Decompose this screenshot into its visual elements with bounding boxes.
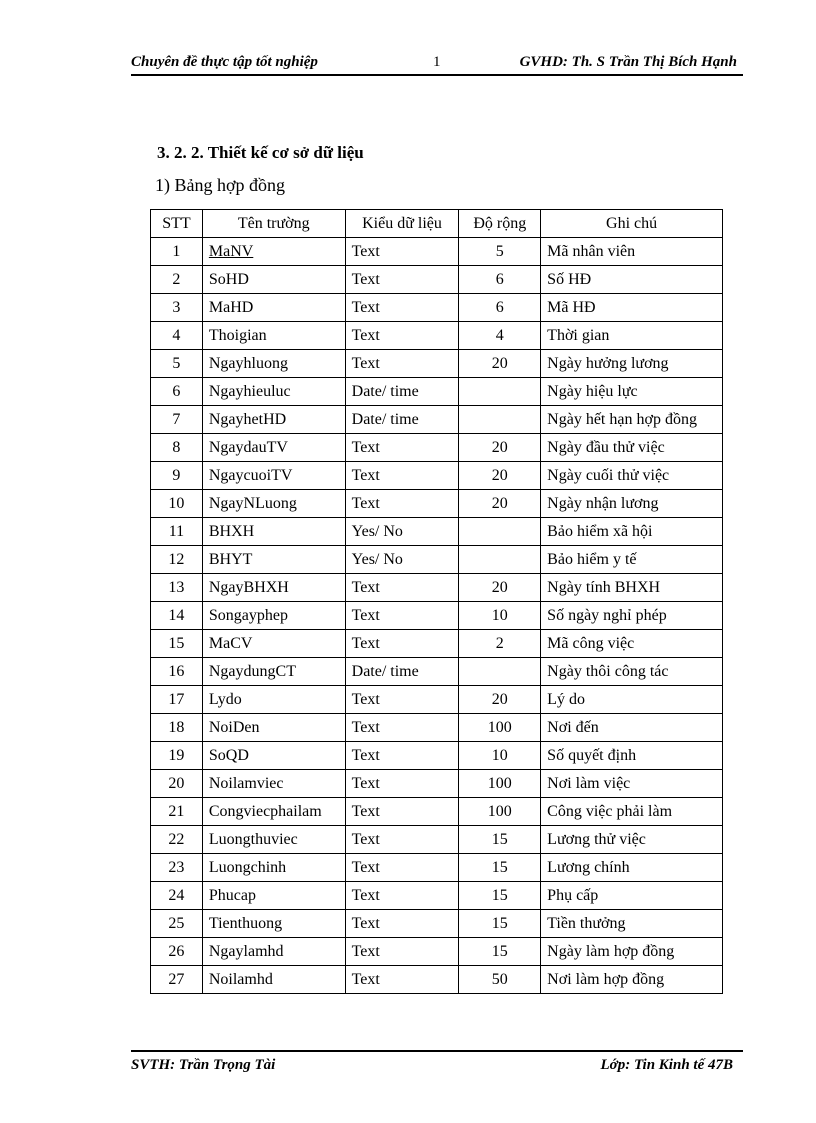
cell-data-type: Date/ time	[345, 658, 459, 686]
cell-width: 5	[459, 238, 541, 266]
cell-width: 100	[459, 770, 541, 798]
column-header-data-type: Kiểu dữ liệu	[345, 210, 459, 238]
cell-note: Mã công việc	[541, 630, 723, 658]
table-row	[151, 602, 723, 630]
cell-stt: 3	[151, 294, 203, 322]
table-row	[151, 630, 723, 658]
cell-width: 15	[459, 826, 541, 854]
cell-data-type: Text	[345, 686, 459, 714]
cell-note: Ngày hết hạn hợp đồng	[541, 406, 723, 434]
cell-width: 100	[459, 798, 541, 826]
cell-field-name: BHXH	[202, 518, 345, 546]
cell-note: Tiền thưởng	[541, 910, 723, 938]
cell-data-type: Text	[345, 630, 459, 658]
cell-stt: 14	[151, 602, 203, 630]
cell-note: Ngày đầu thử việc	[541, 434, 723, 462]
contract-table	[150, 209, 723, 994]
cell-field-name: Ngayhluong	[202, 350, 345, 378]
cell-stt: 1	[151, 238, 203, 266]
cell-field-name: Songayphep	[202, 602, 345, 630]
cell-note: Ngày làm hợp đồng	[541, 938, 723, 966]
cell-stt: 27	[151, 966, 203, 994]
cell-note: Bảo hiểm xã hội	[541, 518, 723, 546]
cell-field-name: NgayNLuong	[202, 490, 345, 518]
column-header-width: Độ rộng	[459, 210, 541, 238]
cell-field-name: Noilamviec	[202, 770, 345, 798]
cell-data-type: Text	[345, 798, 459, 826]
cell-note: Số HĐ	[541, 266, 723, 294]
cell-field-name: Luongchinh	[202, 854, 345, 882]
cell-note: Mã HĐ	[541, 294, 723, 322]
cell-stt: 12	[151, 546, 203, 574]
cell-width: 20	[459, 686, 541, 714]
table-row	[151, 714, 723, 742]
cell-note: Nơi làm việc	[541, 770, 723, 798]
cell-note: Ngày tính BHXH	[541, 574, 723, 602]
cell-field-name: Luongthuviec	[202, 826, 345, 854]
cell-width: 15	[459, 882, 541, 910]
cell-width: 15	[459, 910, 541, 938]
cell-field-name: Thoigian	[202, 322, 345, 350]
cell-field-name: Ngayhieuluc	[202, 378, 345, 406]
column-header-stt: STT	[151, 210, 203, 238]
cell-width: 20	[459, 574, 541, 602]
table-header-row	[151, 210, 723, 238]
table-row	[151, 938, 723, 966]
cell-note: Ngày cuối thử việc	[541, 462, 723, 490]
table-row	[151, 518, 723, 546]
table-row	[151, 294, 723, 322]
cell-width: 10	[459, 602, 541, 630]
table-row	[151, 574, 723, 602]
cell-stt: 13	[151, 574, 203, 602]
cell-width	[459, 546, 541, 574]
cell-data-type: Text	[345, 238, 459, 266]
cell-data-type: Date/ time	[345, 378, 459, 406]
cell-data-type: Text	[345, 854, 459, 882]
cell-width	[459, 378, 541, 406]
table-row	[151, 798, 723, 826]
cell-data-type: Text	[345, 294, 459, 322]
cell-stt: 7	[151, 406, 203, 434]
cell-field-name: Phucap	[202, 882, 345, 910]
page-header	[131, 52, 743, 76]
cell-stt: 9	[151, 462, 203, 490]
cell-width: 20	[459, 350, 541, 378]
cell-field-name: NgaydungCT	[202, 658, 345, 686]
cell-field-name: MaHD	[202, 294, 345, 322]
cell-data-type: Yes/ No	[345, 546, 459, 574]
cell-field-name: Tienthuong	[202, 910, 345, 938]
footer-student: SVTH: Trần Trọng Tài	[131, 1057, 276, 1073]
table-row	[151, 826, 723, 854]
cell-width: 20	[459, 434, 541, 462]
page-footer	[131, 1050, 743, 1076]
table-row	[151, 910, 723, 938]
cell-note: Nơi làm hợp đồng	[541, 966, 723, 994]
cell-data-type: Text	[345, 490, 459, 518]
header-document-title: Chuyên đề thực tập tốt nghiệp	[131, 54, 318, 70]
cell-field-name: MaNV	[202, 238, 345, 266]
cell-stt: 19	[151, 742, 203, 770]
section-title: 3. 2. 2. Thiết kế cơ sở dữ liệu	[157, 143, 364, 162]
cell-note: Mã nhân viên	[541, 238, 723, 266]
cell-data-type: Text	[345, 910, 459, 938]
cell-field-name: BHYT	[202, 546, 345, 574]
cell-data-type: Text	[345, 714, 459, 742]
table-row	[151, 238, 723, 266]
cell-field-name: SoHD	[202, 266, 345, 294]
cell-width	[459, 658, 541, 686]
table-row	[151, 462, 723, 490]
cell-width: 20	[459, 490, 541, 518]
cell-data-type: Text	[345, 602, 459, 630]
cell-stt: 15	[151, 630, 203, 658]
table-row	[151, 854, 723, 882]
cell-data-type: Text	[345, 826, 459, 854]
cell-note: Số quyết định	[541, 742, 723, 770]
cell-note: Lương thử việc	[541, 826, 723, 854]
cell-field-name: SoQD	[202, 742, 345, 770]
cell-stt: 17	[151, 686, 203, 714]
cell-stt: 26	[151, 938, 203, 966]
cell-stt: 11	[151, 518, 203, 546]
column-header-note: Ghi chú	[541, 210, 723, 238]
table-row	[151, 266, 723, 294]
cell-stt: 16	[151, 658, 203, 686]
cell-data-type: Text	[345, 966, 459, 994]
cell-stt: 24	[151, 882, 203, 910]
cell-field-name: Ngaylamhd	[202, 938, 345, 966]
table-row	[151, 546, 723, 574]
cell-stt: 5	[151, 350, 203, 378]
table-row	[151, 882, 723, 910]
cell-data-type: Text	[345, 882, 459, 910]
cell-stt: 8	[151, 434, 203, 462]
cell-stt: 2	[151, 266, 203, 294]
cell-width: 10	[459, 742, 541, 770]
cell-field-name: NgayhetHD	[202, 406, 345, 434]
cell-width: 20	[459, 462, 541, 490]
cell-width: 15	[459, 854, 541, 882]
table-row	[151, 378, 723, 406]
cell-note: Ngày nhận lương	[541, 490, 723, 518]
cell-field-name: Noilamhd	[202, 966, 345, 994]
cell-data-type: Text	[345, 266, 459, 294]
cell-field-name: NgaydauTV	[202, 434, 345, 462]
cell-stt: 6	[151, 378, 203, 406]
cell-stt: 10	[151, 490, 203, 518]
cell-note: Bảo hiểm y tế	[541, 546, 723, 574]
cell-stt: 18	[151, 714, 203, 742]
table-row	[151, 434, 723, 462]
cell-note: Thời gian	[541, 322, 723, 350]
cell-stt: 4	[151, 322, 203, 350]
cell-width: 100	[459, 714, 541, 742]
cell-stt: 22	[151, 826, 203, 854]
cell-data-type: Text	[345, 770, 459, 798]
cell-note: Lương chính	[541, 854, 723, 882]
cell-width: 50	[459, 966, 541, 994]
cell-field-name: NoiDen	[202, 714, 345, 742]
column-header-field-name: Tên trường	[202, 210, 345, 238]
cell-data-type: Text	[345, 434, 459, 462]
cell-stt: 20	[151, 770, 203, 798]
cell-stt: 23	[151, 854, 203, 882]
table-row	[151, 406, 723, 434]
cell-note: Số ngày nghỉ phép	[541, 602, 723, 630]
table-title: 1) Bảng hợp đồng	[155, 175, 286, 195]
cell-note: Phụ cấp	[541, 882, 723, 910]
cell-width	[459, 406, 541, 434]
cell-data-type: Date/ time	[345, 406, 459, 434]
cell-note: Công việc phải làm	[541, 798, 723, 826]
table-row	[151, 350, 723, 378]
header-advisor: GVHD: Th. S Trần Thị Bích Hạnh	[519, 54, 737, 70]
table-row	[151, 770, 723, 798]
cell-field-name: Congviecphailam	[202, 798, 345, 826]
cell-data-type: Text	[345, 322, 459, 350]
cell-data-type: Text	[345, 938, 459, 966]
cell-field-name: NgayBHXH	[202, 574, 345, 602]
cell-width: 15	[459, 938, 541, 966]
cell-note: Nơi đến	[541, 714, 723, 742]
cell-field-name: NgaycuoiTV	[202, 462, 345, 490]
cell-data-type: Text	[345, 350, 459, 378]
table-body	[151, 238, 723, 994]
footer-class: Lớp: Tin Kinh tế 47B	[600, 1057, 733, 1073]
cell-note: Lý do	[541, 686, 723, 714]
table-row	[151, 322, 723, 350]
cell-field-name: Lydo	[202, 686, 345, 714]
cell-data-type: Yes/ No	[345, 518, 459, 546]
table-row	[151, 490, 723, 518]
cell-data-type: Text	[345, 462, 459, 490]
table-row	[151, 658, 723, 686]
cell-width: 2	[459, 630, 541, 658]
cell-field-name: MaCV	[202, 630, 345, 658]
cell-note: Ngày hiệu lực	[541, 378, 723, 406]
table-row	[151, 686, 723, 714]
cell-stt: 25	[151, 910, 203, 938]
cell-width	[459, 518, 541, 546]
cell-data-type: Text	[345, 574, 459, 602]
cell-width: 4	[459, 322, 541, 350]
table-row	[151, 966, 723, 994]
cell-note: Ngày hưởng lương	[541, 350, 723, 378]
table-row	[151, 742, 723, 770]
cell-data-type: Text	[345, 742, 459, 770]
cell-width: 6	[459, 294, 541, 322]
cell-width: 6	[459, 266, 541, 294]
cell-note: Ngày thôi công tác	[541, 658, 723, 686]
cell-stt: 21	[151, 798, 203, 826]
page-number: 1	[433, 54, 441, 70]
